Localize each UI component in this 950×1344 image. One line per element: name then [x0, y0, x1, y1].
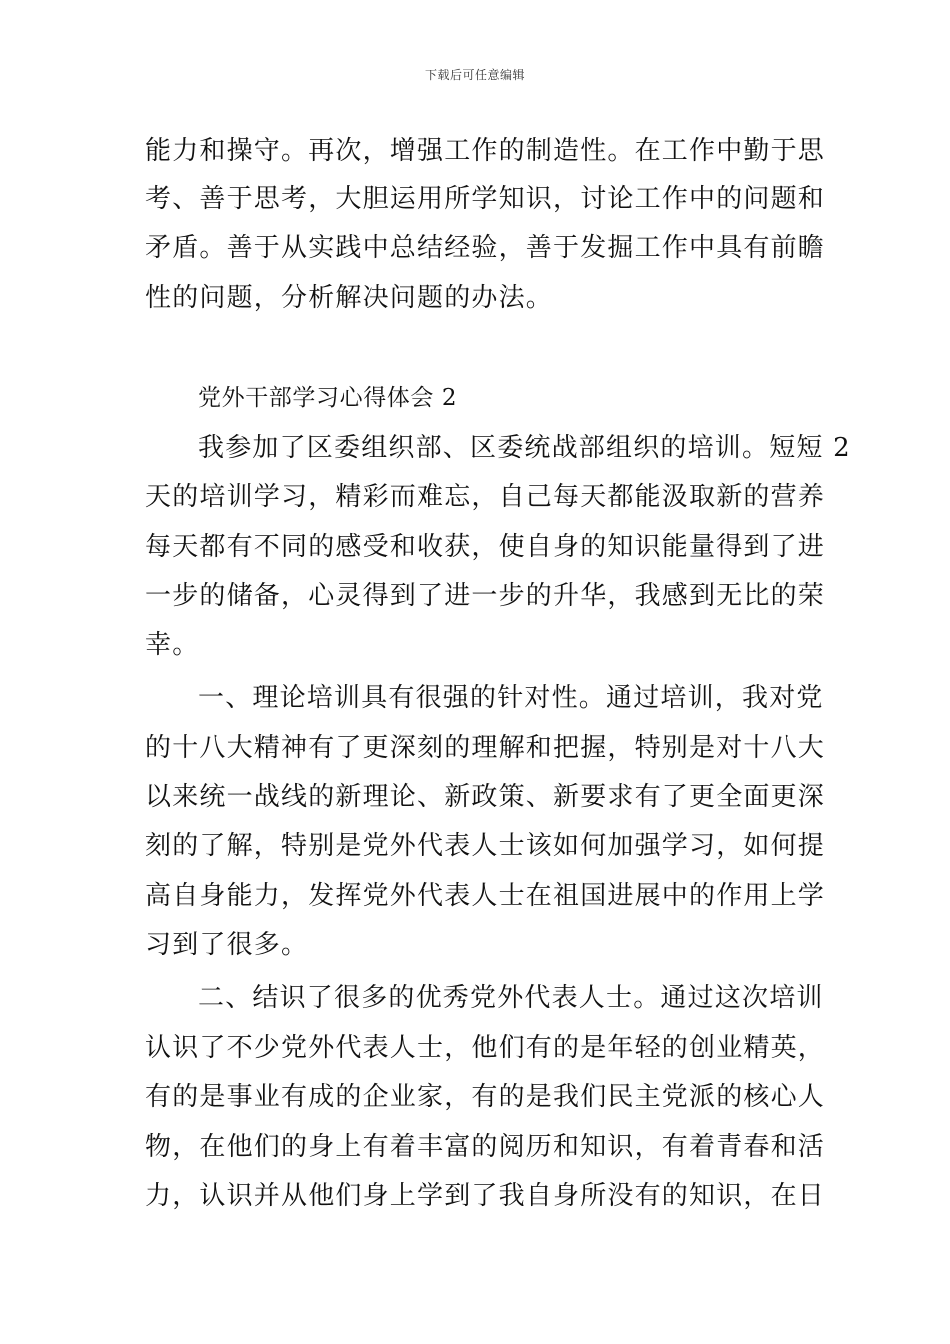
paragraph-4-line-3: 有的是事业有成的企业家，有的是我们民主党派的核心人: [145, 1082, 826, 1112]
paragraph-2-line-4: 一步的储备，心灵得到了进一步的升华，我感到无比的荣: [145, 581, 826, 611]
paragraph-2-line-5: 幸。: [145, 630, 200, 660]
paragraph-3-line-3: 以来统一战线的新理论、新政策、新要求有了更全面更深: [145, 782, 826, 812]
paragraph-1-line-3: 矛盾。善于从实践中总结经验，善于发掘工作中具有前瞻: [145, 233, 826, 263]
page-header: 下载后可任意编辑: [424, 68, 525, 82]
section-heading: 党外干部学习心得体会 2: [198, 385, 458, 411]
paragraph-4-line-1: 二、结识了很多的优秀党外代表人士。通过这次培训: [198, 983, 824, 1013]
paragraph-3-line-6: 习到了很多。: [145, 930, 309, 960]
paragraph-3-line-5: 高自身能力，发挥党外代表人士在祖国进展中的作用上学: [145, 881, 826, 911]
paragraph-3-line-4: 刻的了解，特别是党外代表人士该如何加强学习，如何提: [145, 831, 826, 861]
paragraph-4-line-5: 力，认识并从他们身上学到了我自身所没有的知识，在日: [145, 1181, 826, 1211]
paragraph-2-line-2: 天的培训学习，精彩而难忘，自己每天都能汲取新的营养: [145, 482, 826, 512]
paragraph-2-line-1: 我参加了区委组织部、区委统战部组织的培训。短短 2: [198, 433, 851, 463]
paragraph-1-line-2: 考、善于思考，大胆运用所学知识，讨论工作中的问题和: [145, 184, 826, 214]
paragraph-1-line-1: 能力和操守。再次，增强工作的制造性。在工作中勤于思: [145, 136, 826, 166]
paragraph-2-line-3: 每天都有不同的感受和收获，使自身的知识能量得到了进: [145, 532, 826, 562]
paragraph-4-line-4: 物，在他们的身上有着丰富的阅历和知识，有着青春和活: [145, 1132, 826, 1162]
paragraph-4-line-2: 认识了不少党外代表人士，他们有的是年轻的创业精英，: [145, 1033, 826, 1063]
paragraph-3-line-2: 的十八大精神有了更深刻的理解和把握，特别是对十八大: [145, 733, 826, 763]
paragraph-1-line-4: 性的问题，分析解决问题的办法。: [145, 283, 554, 313]
paragraph-3-line-1: 一、理论培训具有很强的针对性。通过培训，我对党: [198, 683, 824, 713]
